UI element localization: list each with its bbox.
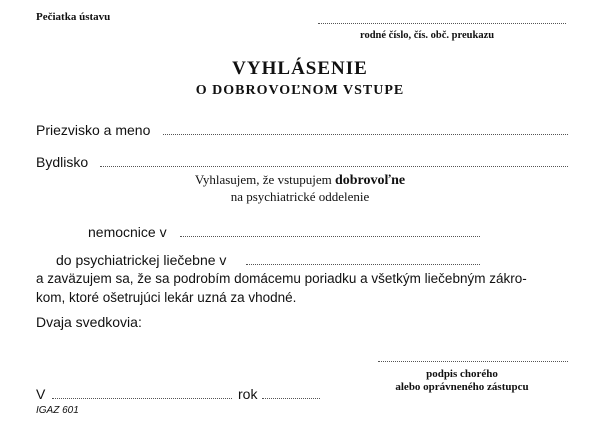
year-field[interactable] <box>262 398 320 399</box>
document-subtitle: O DOBROVOĽNOM VSTUPE <box>195 83 405 98</box>
hospital-label: nemocnice v <box>88 224 167 240</box>
name-label: Priezvisko a meno <box>36 122 151 138</box>
form-code: IGAZ 601 <box>36 405 79 416</box>
signature-label-1: podpis chorého <box>426 368 498 380</box>
year-label: rok <box>238 386 258 402</box>
facility-field[interactable] <box>246 264 480 265</box>
declaration-text: Vyhlasujem, že vstupujem <box>194 172 335 187</box>
commitment-line-2: kom, ktoré ošetrujúci lekár uzná za vhodné. <box>36 290 297 305</box>
commitment-line-1: a zaväzujem sa, že sa podrobím domácemu poriadku a všetkým liečebným zákro- <box>36 271 527 286</box>
signature-field[interactable] <box>378 361 568 362</box>
voluntarily-emphasis: dobrovoľne <box>334 173 406 188</box>
facility-label: do psychiatrickej liečebne v <box>56 252 227 268</box>
id-number-label: rodné číslo, čís. obč. preukazu <box>360 30 495 41</box>
witnesses-label: Dvaja svedkovia: <box>36 314 142 330</box>
declaration-line-1 <box>0 172 600 189</box>
residence-label: Bydlisko <box>36 154 89 170</box>
institution-stamp-label: Pečiatka ústavu <box>36 11 111 23</box>
place-label: V <box>36 386 46 402</box>
id-number-line <box>318 23 566 24</box>
declaration-line-2: na psychiatrické oddelenie <box>230 189 370 204</box>
name-field[interactable] <box>163 134 568 135</box>
residence-field[interactable] <box>100 166 568 167</box>
hospital-field[interactable] <box>180 236 480 237</box>
place-field[interactable] <box>52 398 232 399</box>
document-title: VYHLÁSENIE <box>232 58 368 79</box>
signature-label-2: alebo oprávneného zástupcu <box>395 381 529 393</box>
